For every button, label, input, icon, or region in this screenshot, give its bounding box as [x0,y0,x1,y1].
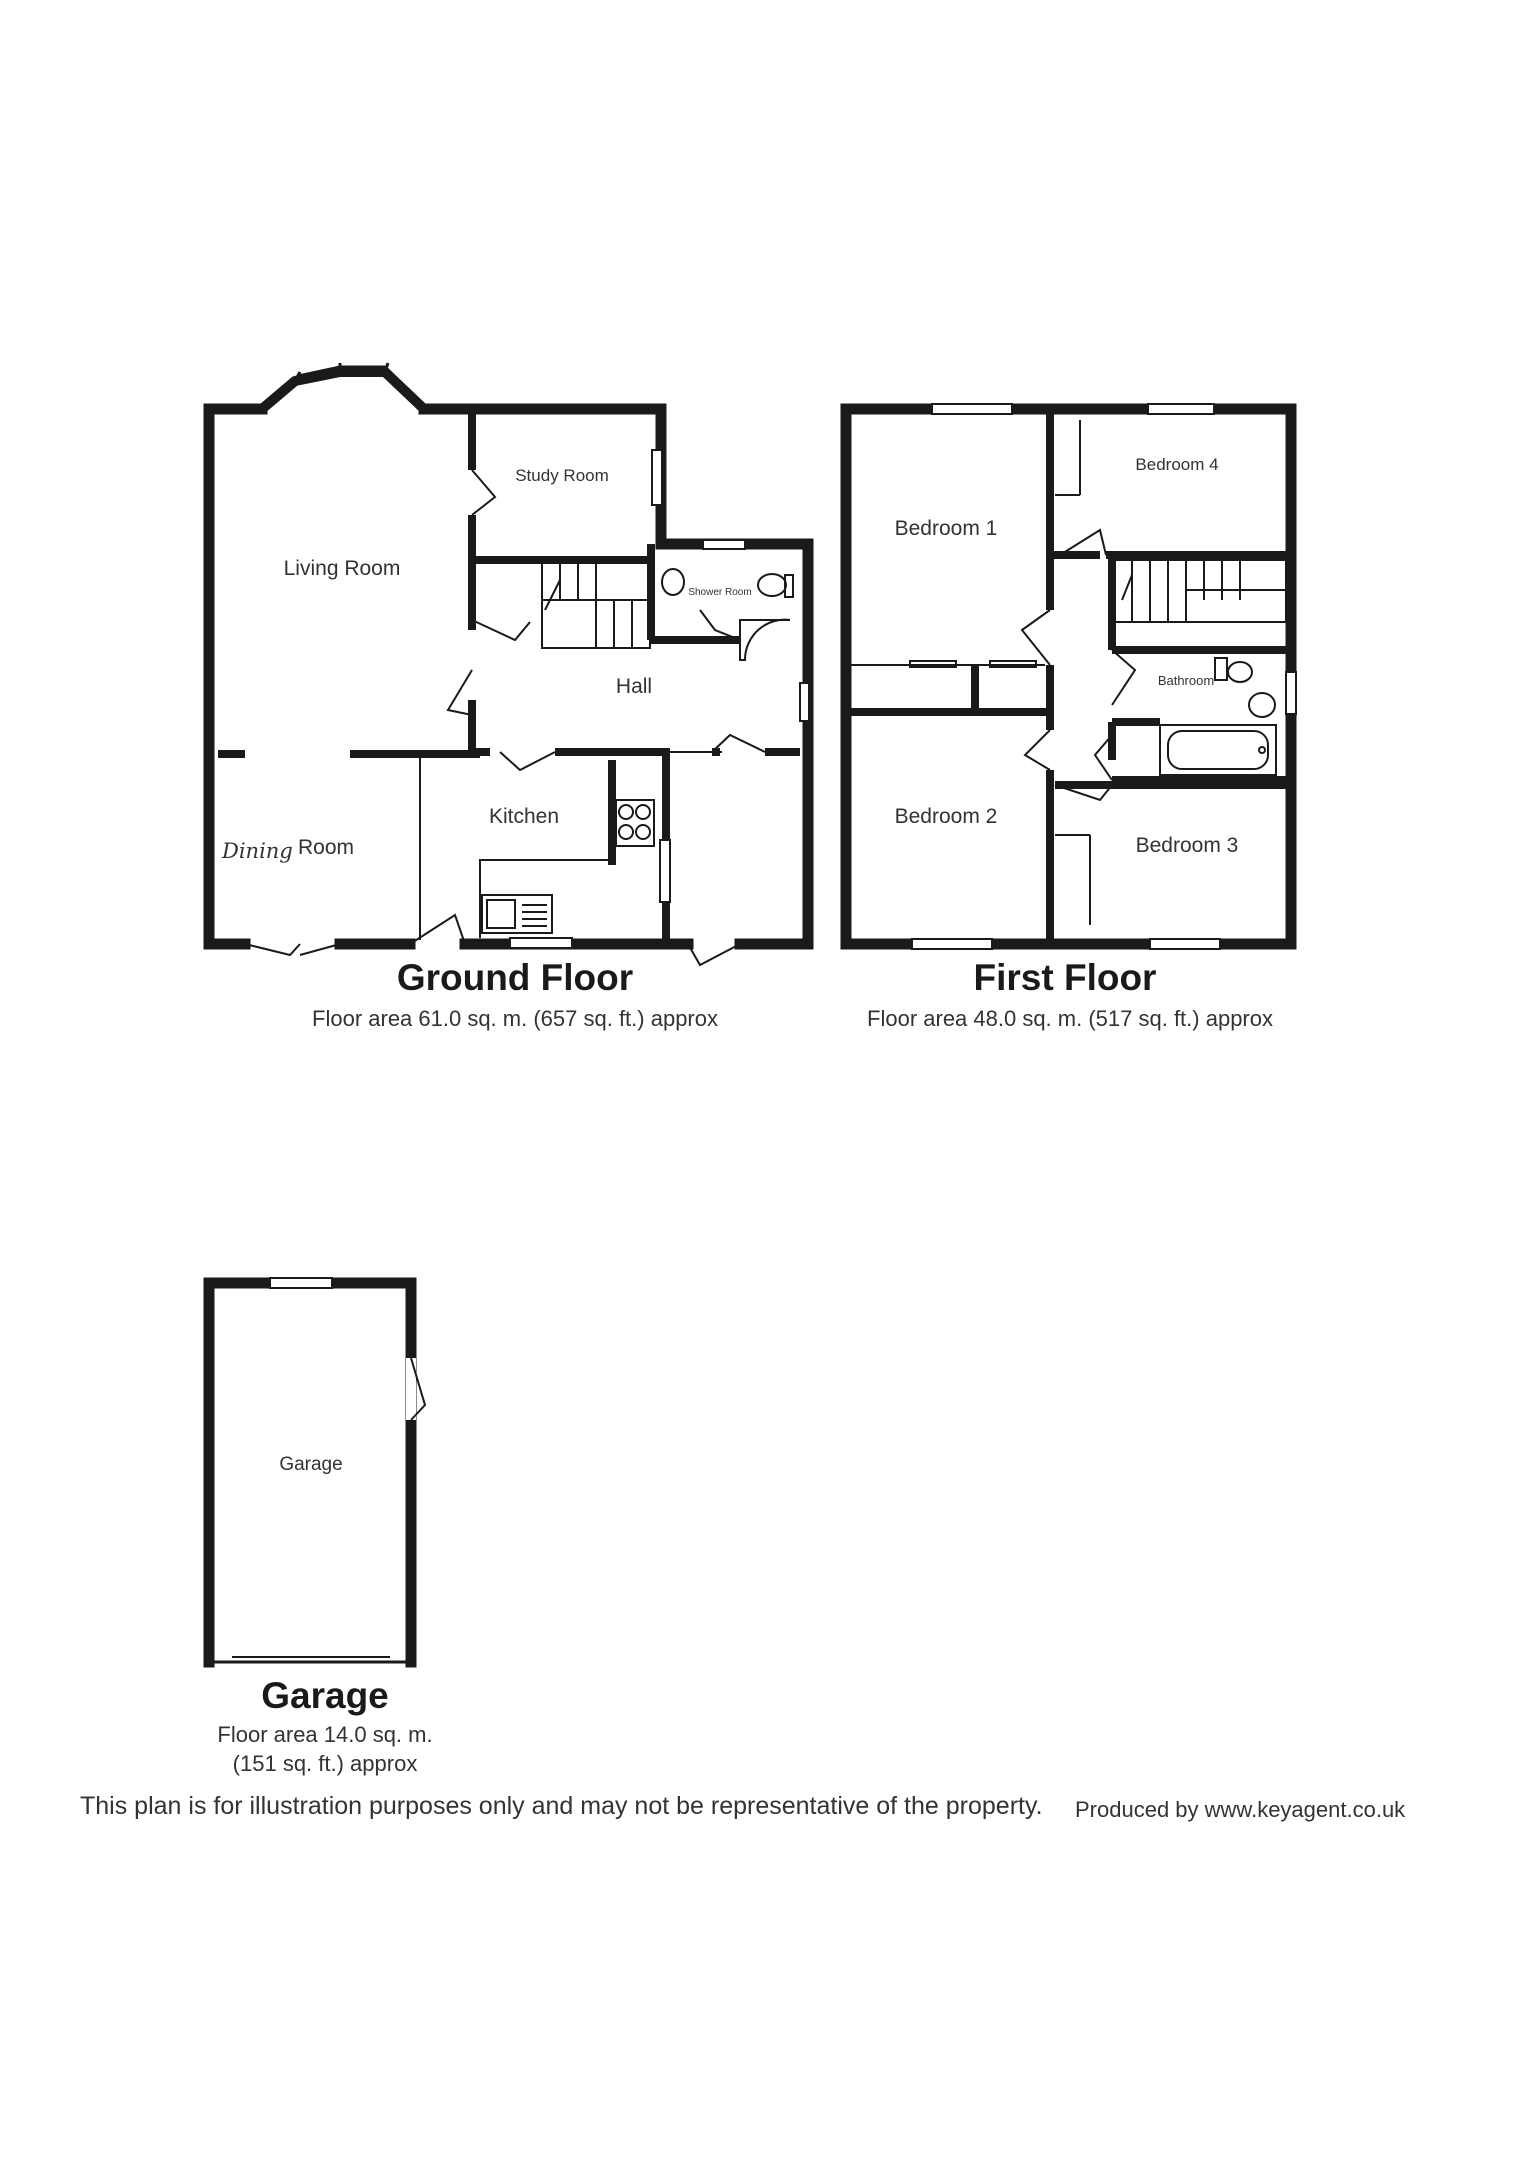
bay-window [262,363,424,409]
study-room-label: Study Room [515,466,609,485]
garage-area-line1: Floor area 14.0 sq. m. [217,1722,433,1747]
garage-room-label: Garage [279,1454,343,1475]
wardrobes [851,420,1090,925]
garage-area-line2: (151 sq. ft.) approx [232,1751,418,1776]
first-floor-area: Floor area 48.0 sq. m. (517 sq. ft.) approx [867,1006,1273,1031]
shower-fittings [662,569,793,660]
bedroom4-label: Bedroom 4 [1135,455,1219,474]
kitchen-fittings [480,765,654,938]
living-room-label: Living Room [283,557,401,580]
bathroom-label: Bathroom [1157,673,1215,688]
ground-stairs [542,562,650,648]
first-floor-title: First Floor [973,957,1157,998]
bedroom1-label: Bedroom 1 [894,517,998,540]
hall-label: Hall [615,675,653,698]
ground-floor-area: Floor area 61.0 sq. m. (657 sq. ft.) approx [312,1006,718,1031]
garage-title: Garage [261,1675,389,1716]
bedroom3-label: Bedroom 3 [1135,834,1239,857]
dining-handwritten-label: Dining [222,839,293,863]
ground-outer-walls [209,409,808,944]
disclaimer-text: This plan is for illustration purposes only and may not be representative of the property. [80,1792,1043,1820]
first-outer-walls [846,409,1291,944]
ground-floor-plan [209,363,809,965]
kitchen-label: Kitchen [488,805,560,828]
first-floor-plan [846,404,1296,949]
shower-room-label: Shower Room [688,587,752,598]
dining-room-label: Room [297,836,355,859]
first-stairs [1114,560,1286,622]
bedroom2-label: Bedroom 2 [894,805,998,828]
ground-floor-title: Ground Floor [396,957,634,998]
produced-by-text: Produced by www.keyagent.co.uk [1075,1797,1406,1822]
ground-inner-walls [218,414,800,940]
first-inner-walls [851,414,1286,939]
